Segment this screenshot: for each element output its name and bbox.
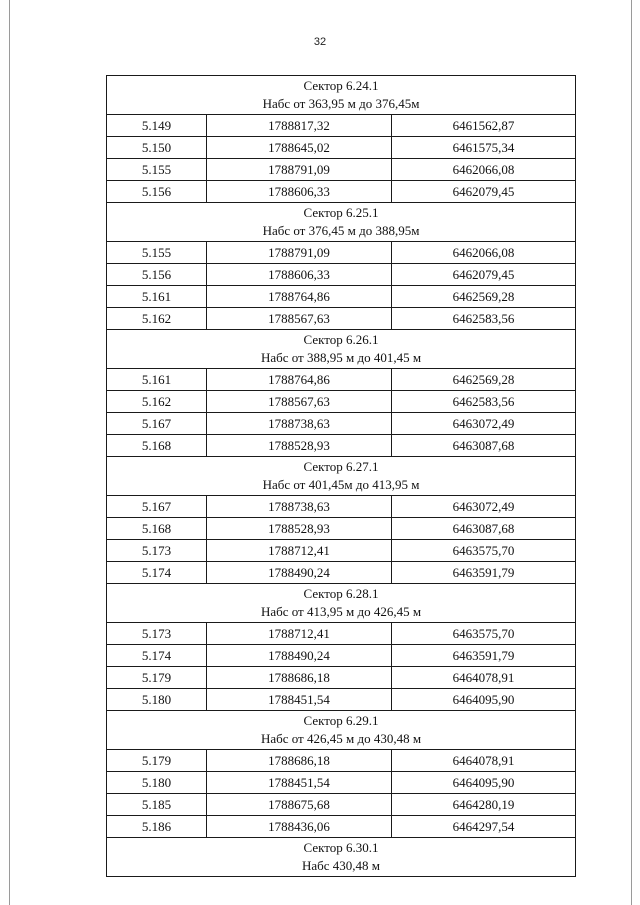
sector-elevation-range: Набс от 401,45м до 413,95 м xyxy=(262,477,420,492)
y-coordinate-cell: 6463591,79 xyxy=(392,645,576,667)
sector-elevation-range: Набс от 376,45 м до 388,95м xyxy=(262,223,420,238)
sector-title: Сектор 6.27.1 xyxy=(303,459,379,474)
point-number-cell: 5.167 xyxy=(107,496,207,518)
sector-header-row xyxy=(107,330,576,369)
table-row xyxy=(107,562,576,584)
point-number-cell: 5.156 xyxy=(107,264,207,286)
table-row xyxy=(107,159,576,181)
sector-title: Сектор 6.24.1 xyxy=(303,78,379,93)
y-coordinate-cell: 6464095,90 xyxy=(392,772,576,794)
table-row xyxy=(107,308,576,330)
table-row xyxy=(107,750,576,772)
x-coordinate-cell: 1788567,63 xyxy=(207,308,392,330)
sector-header-row xyxy=(107,203,576,242)
sector-header-row xyxy=(107,584,576,623)
sector-elevation-range: Набс от 413,95 м до 426,45 м xyxy=(260,604,422,619)
coordinates-table xyxy=(106,75,576,877)
sector-title: Сектор 6.25.1 xyxy=(303,205,379,220)
y-coordinate-cell: 6463072,49 xyxy=(392,413,576,435)
point-number-cell: 5.168 xyxy=(107,435,207,457)
table-row xyxy=(107,816,576,838)
sector-elevation-range: Набс от 426,45 м до 430,48 м xyxy=(260,731,422,746)
sector-header-cell xyxy=(107,203,576,242)
page-edge-left xyxy=(9,0,10,905)
x-coordinate-cell: 1788738,63 xyxy=(207,413,392,435)
y-coordinate-cell: 6464297,54 xyxy=(392,816,576,838)
y-coordinate-cell: 6463087,68 xyxy=(392,518,576,540)
x-coordinate-cell: 1788791,09 xyxy=(207,242,392,264)
x-coordinate-cell: 1788738,63 xyxy=(207,496,392,518)
table-row xyxy=(107,391,576,413)
table-row xyxy=(107,645,576,667)
y-coordinate-cell: 6463087,68 xyxy=(392,435,576,457)
point-number-cell: 5.155 xyxy=(107,159,207,181)
x-coordinate-cell: 1788645,02 xyxy=(207,137,392,159)
coordinates-table-body xyxy=(107,76,576,877)
table-row xyxy=(107,435,576,457)
x-coordinate-cell: 1788567,63 xyxy=(207,391,392,413)
y-coordinate-cell: 6461562,87 xyxy=(392,115,576,137)
x-coordinate-cell: 1788791,09 xyxy=(207,159,392,181)
table-row xyxy=(107,413,576,435)
sector-header-row xyxy=(107,838,576,877)
table-row xyxy=(107,689,576,711)
point-number-cell: 5.156 xyxy=(107,181,207,203)
y-coordinate-cell: 6463575,70 xyxy=(392,540,576,562)
page-edge-right xyxy=(631,0,632,905)
sector-title: Сектор 6.26.1 xyxy=(303,332,379,347)
table-row xyxy=(107,623,576,645)
point-number-cell: 5.174 xyxy=(107,562,207,584)
y-coordinate-cell: 6464078,91 xyxy=(392,750,576,772)
table-row xyxy=(107,540,576,562)
y-coordinate-cell: 6462079,45 xyxy=(392,181,576,203)
x-coordinate-cell: 1788686,18 xyxy=(207,667,392,689)
table-row xyxy=(107,115,576,137)
x-coordinate-cell: 1788451,54 xyxy=(207,772,392,794)
table-row xyxy=(107,137,576,159)
y-coordinate-cell: 6462583,56 xyxy=(392,391,576,413)
page-number: 32 xyxy=(313,36,327,48)
sector-header-row xyxy=(107,457,576,496)
x-coordinate-cell: 1788686,18 xyxy=(207,750,392,772)
point-number-cell: 5.179 xyxy=(107,750,207,772)
point-number-cell: 5.185 xyxy=(107,794,207,816)
sector-header-row xyxy=(107,711,576,750)
sector-elevation-range: Набс 430,48 м xyxy=(301,858,381,873)
x-coordinate-cell: 1788528,93 xyxy=(207,518,392,540)
y-coordinate-cell: 6464095,90 xyxy=(392,689,576,711)
sector-header-cell xyxy=(107,457,576,496)
table-row xyxy=(107,667,576,689)
point-number-cell: 5.173 xyxy=(107,623,207,645)
x-coordinate-cell: 1788606,33 xyxy=(207,181,392,203)
x-coordinate-cell: 1788712,41 xyxy=(207,540,392,562)
table-row xyxy=(107,794,576,816)
point-number-cell: 5.180 xyxy=(107,772,207,794)
table-row xyxy=(107,181,576,203)
point-number-cell: 5.162 xyxy=(107,391,207,413)
table-row xyxy=(107,369,576,391)
sector-elevation-range: Набс от 363,95 м до 376,45м xyxy=(262,96,420,111)
point-number-cell: 5.186 xyxy=(107,816,207,838)
point-number-cell: 5.161 xyxy=(107,286,207,308)
y-coordinate-cell: 6462066,08 xyxy=(392,159,576,181)
x-coordinate-cell: 1788606,33 xyxy=(207,264,392,286)
x-coordinate-cell: 1788817,32 xyxy=(207,115,392,137)
y-coordinate-cell: 6462066,08 xyxy=(392,242,576,264)
x-coordinate-cell: 1788764,86 xyxy=(207,369,392,391)
y-coordinate-cell: 6463591,79 xyxy=(392,562,576,584)
table-row xyxy=(107,518,576,540)
point-number-cell: 5.149 xyxy=(107,115,207,137)
y-coordinate-cell: 6462583,56 xyxy=(392,308,576,330)
point-number-cell: 5.168 xyxy=(107,518,207,540)
sector-title: Сектор 6.29.1 xyxy=(303,713,379,728)
x-coordinate-cell: 1788528,93 xyxy=(207,435,392,457)
x-coordinate-cell: 1788490,24 xyxy=(207,562,392,584)
point-number-cell: 5.173 xyxy=(107,540,207,562)
sector-header-row xyxy=(107,76,576,115)
x-coordinate-cell: 1788712,41 xyxy=(207,623,392,645)
sector-elevation-range: Набс от 388,95 м до 401,45 м xyxy=(260,350,422,365)
sector-title: Сектор 6.28.1 xyxy=(303,586,379,601)
y-coordinate-cell: 6461575,34 xyxy=(392,137,576,159)
point-number-cell: 5.155 xyxy=(107,242,207,264)
y-coordinate-cell: 6462569,28 xyxy=(392,369,576,391)
y-coordinate-cell: 6463072,49 xyxy=(392,496,576,518)
sector-title: Сектор 6.30.1 xyxy=(303,840,379,855)
table-row xyxy=(107,242,576,264)
y-coordinate-cell: 6462079,45 xyxy=(392,264,576,286)
x-coordinate-cell: 1788675,68 xyxy=(207,794,392,816)
table-row xyxy=(107,772,576,794)
y-coordinate-cell: 6464078,91 xyxy=(392,667,576,689)
y-coordinate-cell: 6463575,70 xyxy=(392,623,576,645)
point-number-cell: 5.174 xyxy=(107,645,207,667)
table-row xyxy=(107,286,576,308)
point-number-cell: 5.180 xyxy=(107,689,207,711)
table-row xyxy=(107,264,576,286)
table-row xyxy=(107,496,576,518)
sector-header-cell xyxy=(107,838,576,877)
y-coordinate-cell: 6462569,28 xyxy=(392,286,576,308)
x-coordinate-cell: 1788451,54 xyxy=(207,689,392,711)
point-number-cell: 5.162 xyxy=(107,308,207,330)
sector-header-cell xyxy=(107,330,576,369)
sector-header-cell xyxy=(107,76,576,115)
x-coordinate-cell: 1788436,06 xyxy=(207,816,392,838)
point-number-cell: 5.161 xyxy=(107,369,207,391)
x-coordinate-cell: 1788764,86 xyxy=(207,286,392,308)
point-number-cell: 5.167 xyxy=(107,413,207,435)
sector-header-cell xyxy=(107,711,576,750)
sector-header-cell xyxy=(107,584,576,623)
y-coordinate-cell: 6464280,19 xyxy=(392,794,576,816)
point-number-cell: 5.150 xyxy=(107,137,207,159)
x-coordinate-cell: 1788490,24 xyxy=(207,645,392,667)
point-number-cell: 5.179 xyxy=(107,667,207,689)
